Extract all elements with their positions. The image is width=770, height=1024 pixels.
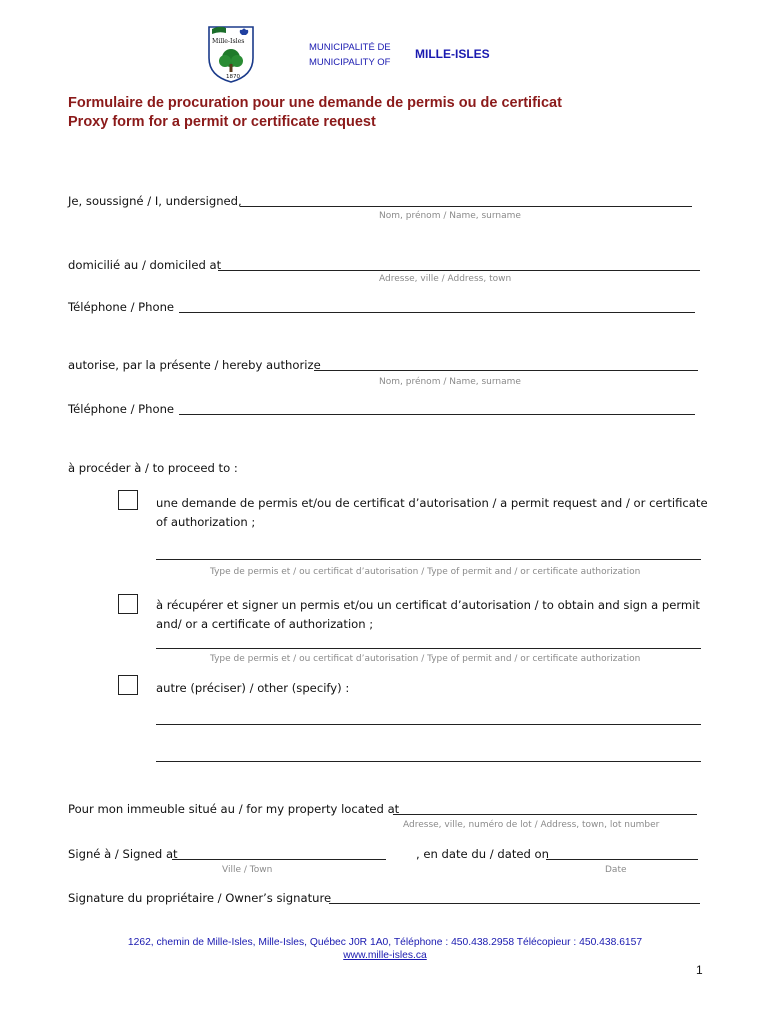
option-2-caption: Type de permis et / ou certificat d’autorisation / Type of permit and / or certificate authorization bbox=[210, 654, 641, 664]
other-specify-field-1[interactable] bbox=[156, 724, 701, 725]
authorized-name-field[interactable] bbox=[314, 370, 698, 371]
option-1-type-field[interactable] bbox=[156, 559, 701, 560]
signed-at-caption: Ville / Town bbox=[222, 865, 273, 875]
website-link[interactable]: www.mille-isles.ca bbox=[343, 950, 427, 961]
domiciled-address-field[interactable] bbox=[218, 270, 700, 271]
authorize-caption: Nom, prénom / Name, surname bbox=[379, 377, 521, 387]
property-label: Pour mon immeuble situé au / for my property located at bbox=[68, 802, 400, 816]
option-2-text-line1: à récupérer et signer un permis et/ou un certificat d’autorisation / to obtain and sign a permit bbox=[156, 598, 700, 612]
form-title-fr: Formulaire de procuration pour une demande de permis ou de certificat bbox=[68, 95, 562, 111]
phone-field-2[interactable] bbox=[179, 414, 695, 415]
option-permit-request-checkbox[interactable] bbox=[118, 490, 138, 510]
svg-text:1870: 1870 bbox=[226, 74, 240, 80]
phone-label-1: Téléphone / Phone bbox=[68, 300, 175, 314]
date-field[interactable] bbox=[546, 859, 698, 860]
other-specify-field-2[interactable] bbox=[156, 761, 701, 762]
signed-at-label: Signé à / Signed at bbox=[68, 847, 178, 861]
property-address-field[interactable] bbox=[393, 814, 697, 815]
municipality-label-fr: MUNICIPALITÉ DE bbox=[309, 42, 391, 53]
undersigned-name-field[interactable] bbox=[240, 206, 692, 207]
option-3-text: autre (préciser) / other (specify) : bbox=[156, 681, 350, 695]
footer-address: 1262, chemin de Mille-Isles, Mille-Isles, Québec J0R 1A0, Téléphone : 450.438.2958 Télécopieur : 450.438.6157 bbox=[127, 937, 643, 948]
municipality-label-en: MUNICIPALITY OF bbox=[309, 57, 391, 68]
signed-at-field[interactable] bbox=[172, 859, 386, 860]
undersigned-label: Je, soussigné / I, undersigned, bbox=[68, 194, 242, 208]
municipality-crest-logo bbox=[206, 24, 256, 84]
svg-text:Mille-Isles: Mille-Isles bbox=[212, 38, 245, 45]
option-2-text-line2: and/ or a certificate of authorization ; bbox=[156, 617, 374, 631]
option-1-caption: Type de permis et / ou certificat d’autorisation / Type of permit and / or certificate authorization bbox=[210, 567, 641, 577]
proceed-label: à procéder à / to proceed to : bbox=[68, 461, 238, 475]
option-1-text-line2: of authorization ; bbox=[156, 515, 256, 529]
dated-on-label: , en date du / dated on bbox=[416, 847, 549, 861]
property-caption: Adresse, ville, numéro de lot / Address, town, lot number bbox=[403, 820, 660, 830]
undersigned-caption: Nom, prénom / Name, surname bbox=[379, 211, 521, 221]
domiciled-caption: Adresse, ville / Address, town bbox=[379, 274, 512, 284]
option-1-text-line1: une demande de permis et/ou de certificat d’autorisation / a permit request and / or certificate bbox=[156, 496, 708, 510]
option-2-type-field[interactable] bbox=[156, 648, 701, 649]
option-other-checkbox[interactable] bbox=[118, 675, 138, 695]
phone-field-1[interactable] bbox=[179, 312, 695, 313]
signature-label: Signature du propriétaire / Owner’s signature bbox=[68, 891, 332, 905]
page-number: 1 bbox=[696, 963, 703, 977]
date-caption: Date bbox=[605, 865, 627, 875]
domiciled-label: domicilié au / domiciled at bbox=[68, 258, 222, 272]
municipality-name: MILLE-ISLES bbox=[415, 47, 490, 61]
owner-signature-field[interactable] bbox=[329, 903, 700, 904]
option-obtain-sign-checkbox[interactable] bbox=[118, 594, 138, 614]
phone-label-2: Téléphone / Phone bbox=[68, 402, 175, 416]
form-title-en: Proxy form for a permit or certificate request bbox=[68, 114, 376, 130]
authorize-label: autorise, par la présente / hereby authorize bbox=[68, 358, 321, 372]
